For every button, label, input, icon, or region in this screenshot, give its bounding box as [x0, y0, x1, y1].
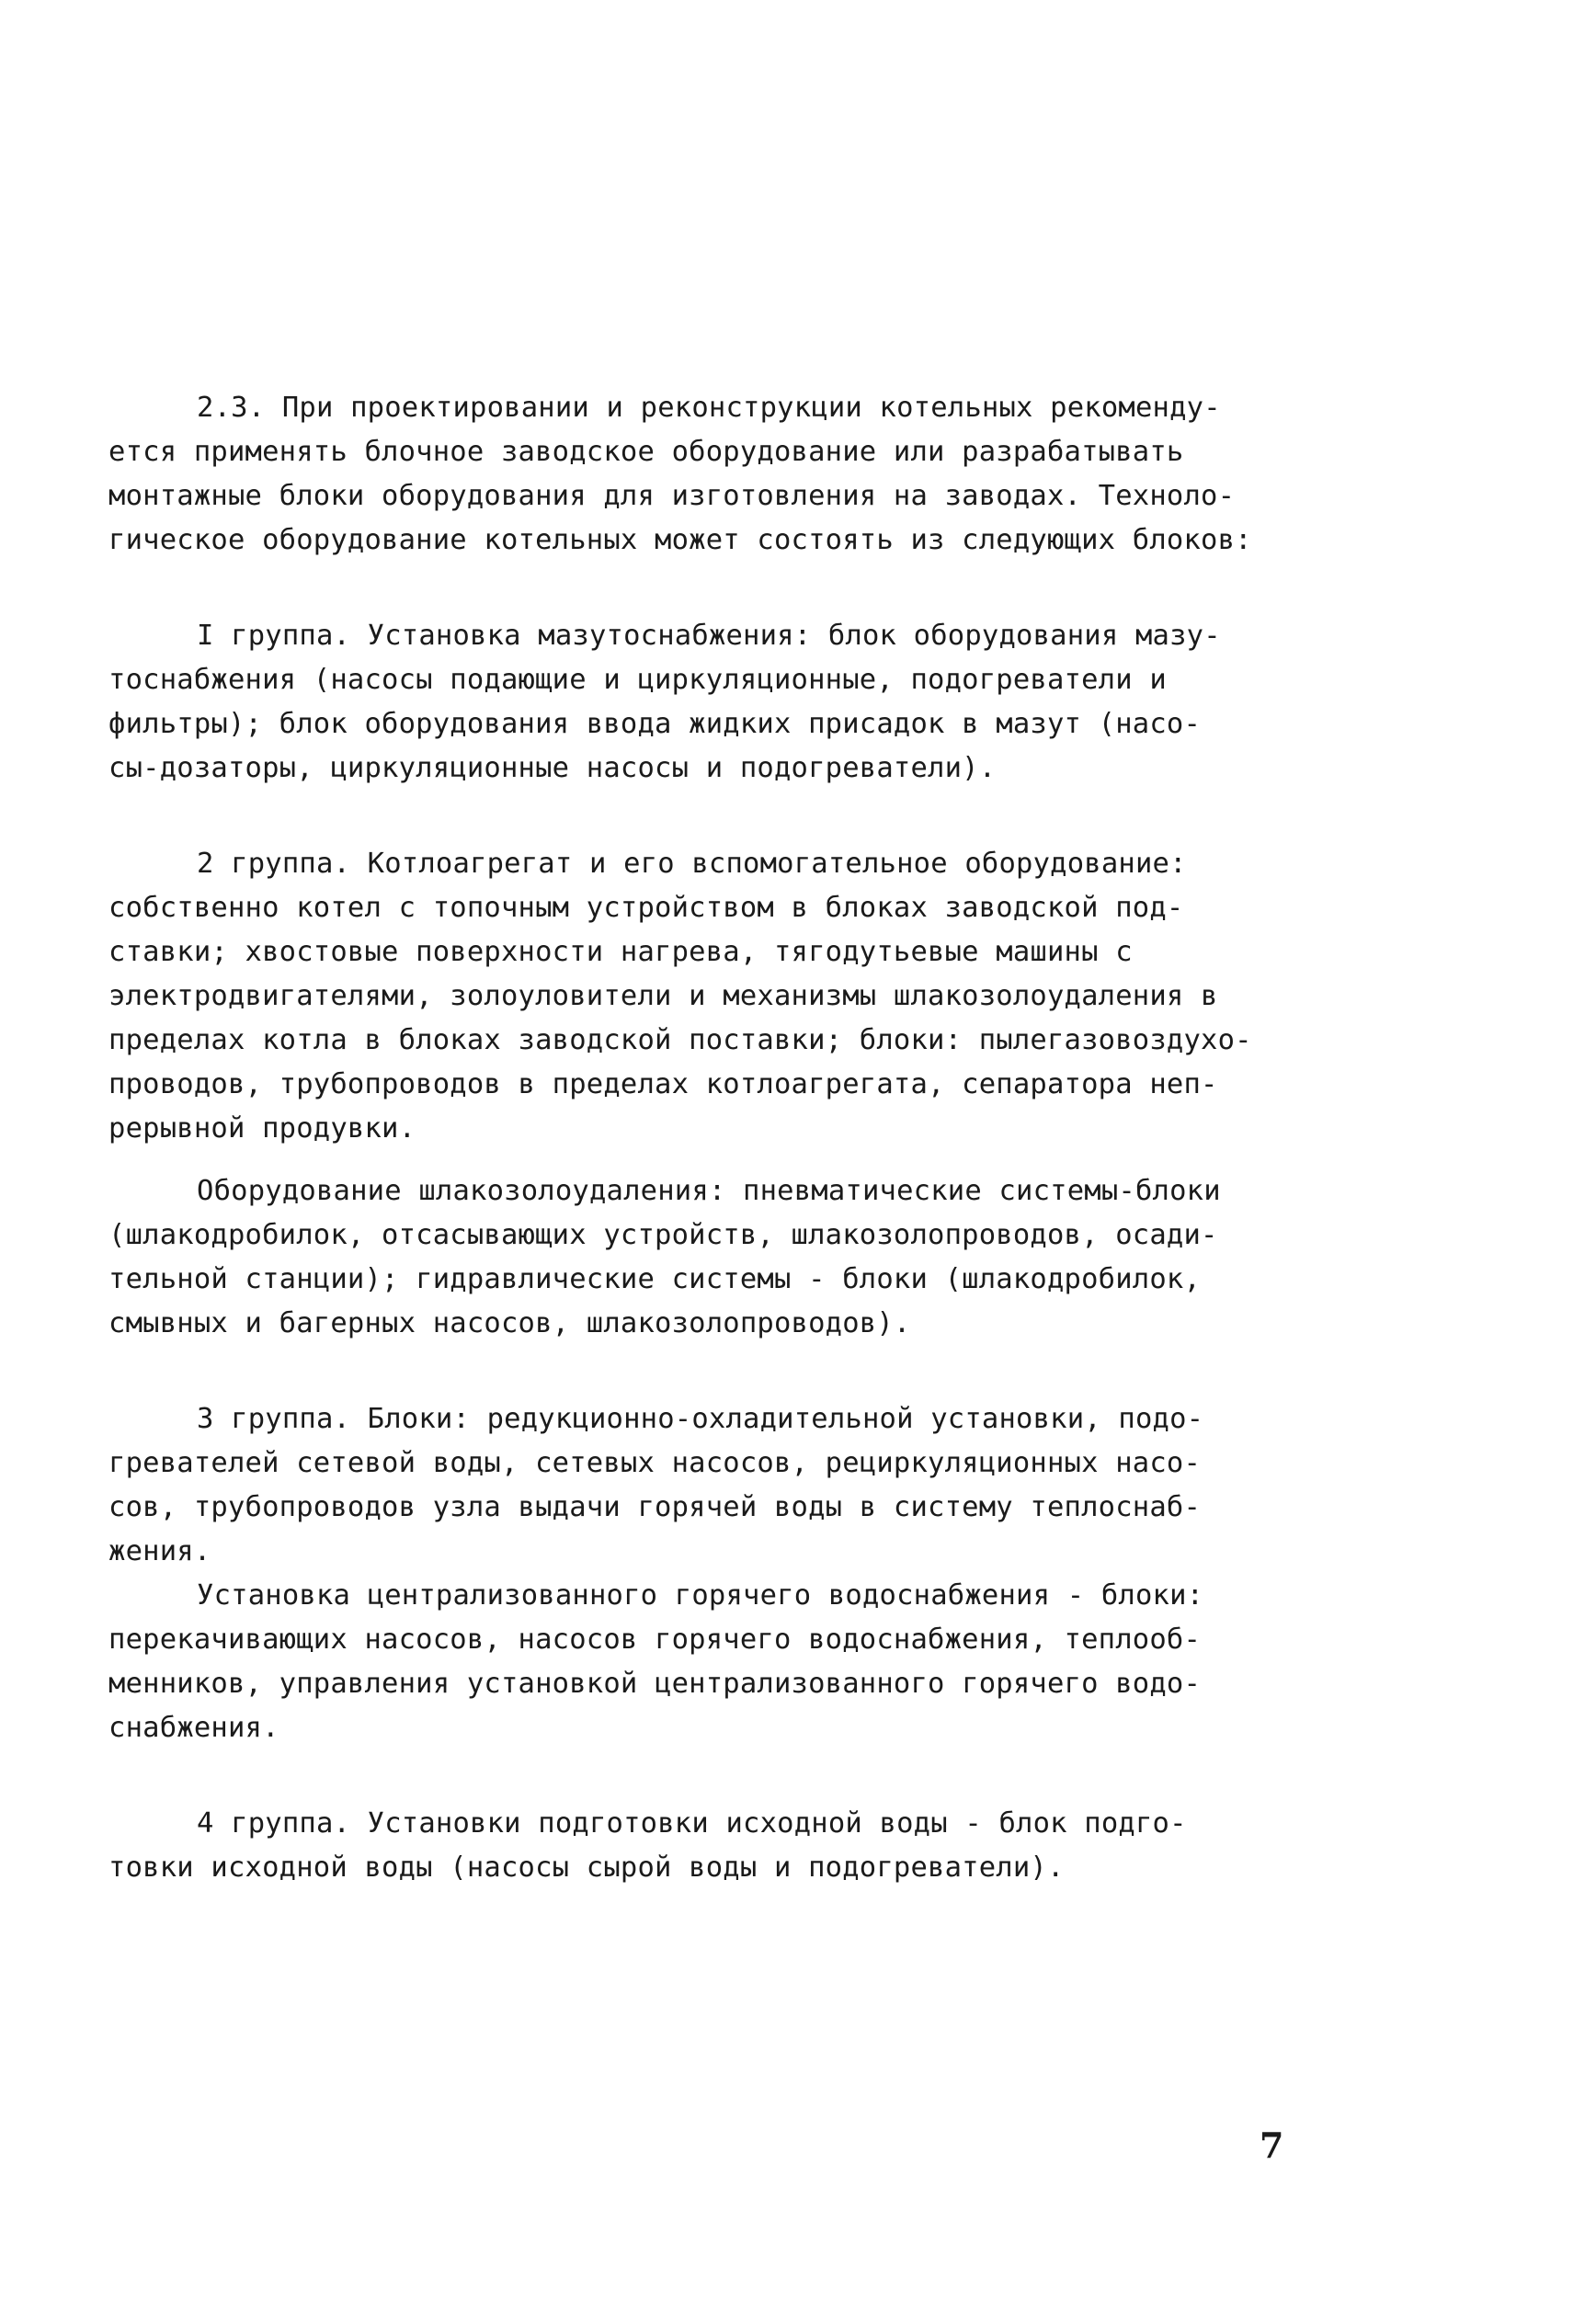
text-line: 2.3. При проектировании и реконструкции котельных рекоменду- — [197, 392, 1221, 424]
text-line: фильтры); блок оборудования ввода жидких присадок в мазут (насо- — [108, 708, 1202, 740]
text-line: электродвигателями, золоуловители и механизмы шлакозолоудаления в — [108, 980, 1218, 1012]
text-line: (шлакодробилок, отсасывающих устройств, шлакозолопроводов, осади- — [108, 1219, 1218, 1251]
text-line: Установка централизованного горячего водоснабжения - блоки: — [197, 1579, 1204, 1612]
text-line: 3 группа. Блоки: редукционно-охладительной установки, подо- — [197, 1403, 1204, 1435]
text-line: 4 группа. Установки подготовки исходной воды - блок подго- — [197, 1807, 1187, 1840]
text-line: снабжения. — [108, 1712, 279, 1744]
text-line: жения. — [108, 1535, 211, 1567]
text-line: смывных и багерных насосов, шлакозолопроводов). — [108, 1307, 911, 1339]
text-line: I группа. Установка мазутоснабжения: блок оборудования мазу- — [197, 620, 1221, 652]
text-line: ется применять блочное заводское оборудование или разрабатывать — [108, 436, 1184, 468]
paragraph-group-4 — [108, 1802, 1350, 1890]
text-line: тельной станции); гидравлические системы - блоки (шлакодробилок, — [108, 1263, 1202, 1295]
text-line: сов, трубопроводов узла выдачи горячей воды в систему теплоснаб- — [108, 1491, 1202, 1523]
text-line: Оборудование шлакозолоудаления: пневматические системы-блоки — [197, 1175, 1221, 1207]
text-line: гическое оборудование котельных может состоять из следующих блоков: — [108, 524, 1252, 556]
text-line: проводов, трубопроводов в пределах котлоагрегата, сепаратора неп- — [108, 1068, 1218, 1100]
paragraph-group-1 — [108, 614, 1350, 791]
paragraph-hot-water-supply — [108, 1574, 1350, 1750]
text-line: рерывной продувки. — [108, 1112, 416, 1145]
text-line: пределах котла в блоках заводской поставки; блоки: пылегазовоздухо- — [108, 1024, 1252, 1056]
text-line: товки исходной воды (насосы сырой воды и подогреватели). — [108, 1851, 1065, 1884]
paragraph-2-3 — [108, 386, 1350, 563]
paragraph-group-2 — [108, 842, 1350, 1151]
text-line: 2 группа. Котлоагрегат и его вспомогательное оборудование: — [197, 848, 1187, 880]
text-line: тоснабжения (насосы подающие и циркуляционные, подогреватели и — [108, 664, 1167, 696]
text-line: собственно котел с топочным устройством в блоках заводской под- — [108, 892, 1184, 924]
text-line: сы-дозаторы, циркуляционные насосы и подогреватели). — [108, 752, 997, 784]
paragraph-slag-removal — [108, 1169, 1350, 1346]
page-number: 7 — [1260, 2125, 1284, 2166]
text-line: менников, управления установкой централизованного горячего водо- — [108, 1668, 1202, 1700]
text-line: перекачивающих насосов, насосов горячего водоснабжения, теплооб- — [108, 1623, 1202, 1656]
text-line: ставки; хвостовые поверхности нагрева, тягодутьевые машины с — [108, 936, 1133, 968]
text-line: гревателей сетевой воды, сетевых насосов, рециркуляционных насо- — [108, 1447, 1202, 1479]
paragraph-group-3 — [108, 1397, 1350, 1574]
text-line: монтажные блоки оборудования для изготовления на заводах. Техноло- — [108, 480, 1236, 512]
